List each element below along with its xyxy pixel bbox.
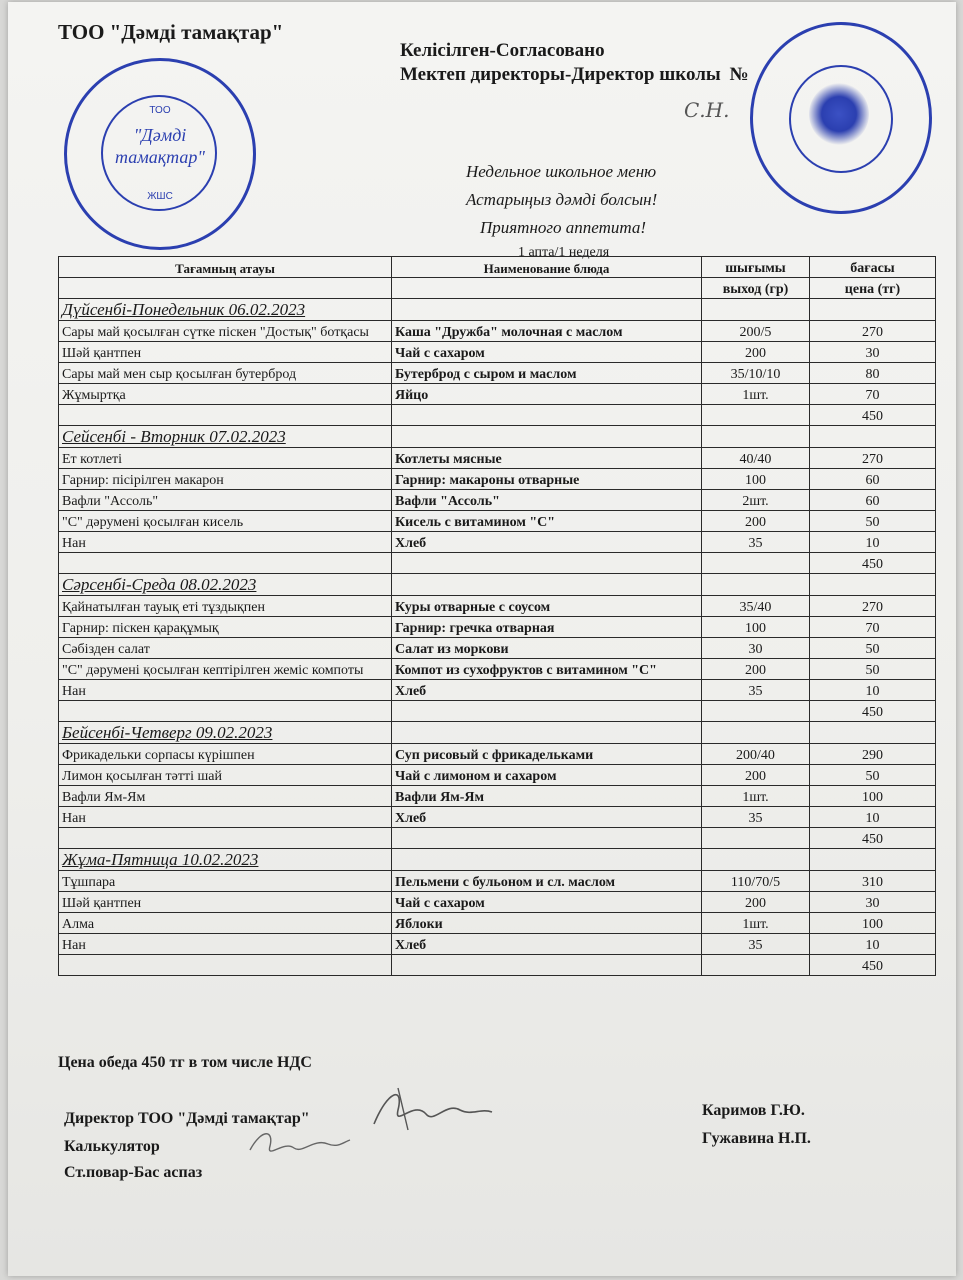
empty-cell <box>59 405 392 426</box>
day-title: Бейсенбі-Четверг 09.02.2023 <box>59 722 392 744</box>
table-row <box>59 913 936 934</box>
empty-cell <box>702 574 810 596</box>
empty-cell <box>702 955 810 976</box>
calculator-name: Гужавина Н.П. <box>702 1130 811 1147</box>
table-row <box>59 321 936 342</box>
day-total: 450 <box>810 553 936 574</box>
dish-name-kz: Нан <box>59 532 392 553</box>
table-head-row-1 <box>59 257 936 278</box>
head-yield-kz: шығымы <box>702 257 810 278</box>
empty-cell <box>392 426 702 448</box>
empty-cell <box>810 426 936 448</box>
dish-name-kz: Фрикадельки сорпасы күрішпен <box>59 744 392 765</box>
menu-table-body <box>59 257 936 976</box>
table-row <box>59 680 936 701</box>
dish-name-ru: Хлеб <box>392 807 702 828</box>
week-label: 1 апта/1 неделя <box>518 245 610 260</box>
chef-label: Ст.повар-Бас аспаз <box>64 1164 203 1181</box>
empty-cell <box>702 553 810 574</box>
director-signature: С.Н. <box>684 98 730 122</box>
table-row <box>59 871 936 892</box>
table-row <box>59 786 936 807</box>
empty-cell <box>392 828 702 849</box>
dish-name-ru: Бутерброд с сыром и маслом <box>392 363 702 384</box>
table-row <box>59 807 936 828</box>
day-header-row <box>59 849 936 871</box>
dish-price: 30 <box>810 342 936 363</box>
dish-name-ru: Гарнир: гречка отварная <box>392 617 702 638</box>
head-price-kz: бағасы <box>810 257 936 278</box>
dish-yield: 1шт. <box>702 786 810 807</box>
dish-name-kz: Сары май қосылған сүтке піскен "Достық" ботқасы <box>59 321 392 342</box>
dish-price: 50 <box>810 765 936 786</box>
dish-price: 270 <box>810 596 936 617</box>
dish-yield: 200 <box>702 765 810 786</box>
dish-yield: 100 <box>702 469 810 490</box>
dish-price: 60 <box>810 490 936 511</box>
dish-name-ru: Кисель с витамином "С" <box>392 511 702 532</box>
dish-name-kz: Нан <box>59 680 392 701</box>
empty-cell <box>392 955 702 976</box>
empty-cell <box>59 828 392 849</box>
dish-price: 10 <box>810 934 936 955</box>
day-total: 450 <box>810 405 936 426</box>
dish-name-kz: Нан <box>59 934 392 955</box>
stamp-bottom-text: ЖШС <box>147 191 173 202</box>
school-director-number: № <box>729 64 749 85</box>
day-header-row <box>59 722 936 744</box>
stamp-name-line2: тамақтар" <box>115 147 205 167</box>
dish-yield: 35/10/10 <box>702 363 810 384</box>
dish-price: 70 <box>810 384 936 405</box>
empty-cell <box>702 426 810 448</box>
empty-cell <box>810 849 936 871</box>
wish-ru: Приятного аппетита! <box>480 218 647 237</box>
dish-name-kz: Жұмыртқа <box>59 384 392 405</box>
director-name: Каримов Г.Ю. <box>702 1102 805 1119</box>
day-header-row <box>59 426 936 448</box>
dish-name-ru: Хлеб <box>392 680 702 701</box>
dish-name-ru: Пельмени с бульоном и сл. маслом <box>392 871 702 892</box>
dish-price: 100 <box>810 913 936 934</box>
menu-title: Недельное школьное меню <box>466 162 657 181</box>
dish-name-kz: Ет котлеті <box>59 448 392 469</box>
dish-yield: 30 <box>702 638 810 659</box>
dish-name-ru: Вафли Ям-Ям <box>392 786 702 807</box>
school-stamp <box>750 22 932 214</box>
approval-label: Келісілген-Согласовано <box>400 40 605 61</box>
table-row <box>59 934 936 955</box>
dish-price: 310 <box>810 871 936 892</box>
table-head-row-2 <box>59 278 936 299</box>
dish-name-kz: Нан <box>59 807 392 828</box>
table-row <box>59 744 936 765</box>
table-row <box>59 532 936 553</box>
empty-cell <box>702 701 810 722</box>
menu-table <box>58 256 936 976</box>
dish-yield: 200/5 <box>702 321 810 342</box>
state-emblem-icon <box>809 83 869 145</box>
empty-cell <box>702 405 810 426</box>
dish-yield: 200 <box>702 892 810 913</box>
dish-name-ru: Котлеты мясные <box>392 448 702 469</box>
dish-yield: 100 <box>702 617 810 638</box>
dish-name-kz: Вафли "Ассоль" <box>59 490 392 511</box>
dish-yield: 200 <box>702 342 810 363</box>
day-header-row <box>59 574 936 596</box>
dish-yield: 2шт. <box>702 490 810 511</box>
dish-yield: 200 <box>702 511 810 532</box>
empty-cell <box>810 722 936 744</box>
dish-name-kz: Тұшпара <box>59 871 392 892</box>
director-signature-scribble <box>368 1080 498 1140</box>
dish-name-ru: Чай с лимоном и сахаром <box>392 765 702 786</box>
empty-cell <box>810 574 936 596</box>
calculator-label: Калькулятор <box>64 1138 160 1155</box>
table-row <box>59 363 936 384</box>
dish-name-kz: Шәй қантпен <box>59 342 392 363</box>
dish-name-ru: Куры отварные с соусом <box>392 596 702 617</box>
table-row <box>59 342 936 363</box>
dish-name-ru: Чай с сахаром <box>392 342 702 363</box>
dish-yield: 1шт. <box>702 913 810 934</box>
head-name-ru: Наименование блюда <box>392 257 702 278</box>
stamp-top-text: ТОО <box>149 105 171 116</box>
table-row <box>59 765 936 786</box>
head-yield-ru: выход (гр) <box>702 278 810 299</box>
dish-yield: 200/40 <box>702 744 810 765</box>
dish-name-kz: Сары май мен сыр қосылған бутерброд <box>59 363 392 384</box>
dish-yield: 110/70/5 <box>702 871 810 892</box>
dish-name-ru: Вафли "Ассоль" <box>392 490 702 511</box>
empty-cell <box>392 574 702 596</box>
head-empty-cell <box>392 278 702 299</box>
empty-cell <box>392 722 702 744</box>
empty-cell <box>59 553 392 574</box>
calculator-signature-scribble <box>244 1120 354 1166</box>
table-row <box>59 596 936 617</box>
dish-price: 70 <box>810 617 936 638</box>
empty-cell <box>392 553 702 574</box>
director-label: Директор ТОО "Дәмді тамақтар" <box>64 1110 310 1127</box>
dish-price: 50 <box>810 659 936 680</box>
dish-name-kz: "С" дәрумені қосылған кептірілген жеміс компоты <box>59 659 392 680</box>
company-name: ТОО "Дәмді тамақтар" <box>58 20 284 44</box>
day-header-row <box>59 299 936 321</box>
dish-price: 30 <box>810 892 936 913</box>
menu-document <box>8 2 956 1276</box>
dish-yield: 35/40 <box>702 596 810 617</box>
dish-price: 270 <box>810 448 936 469</box>
dish-price: 10 <box>810 807 936 828</box>
empty-cell <box>702 722 810 744</box>
table-row <box>59 490 936 511</box>
dish-yield: 200 <box>702 659 810 680</box>
dish-yield: 35 <box>702 532 810 553</box>
day-title: Сәрсенбі-Среда 08.02.2023 <box>59 574 392 596</box>
empty-cell <box>392 405 702 426</box>
dish-name-ru: Компот из сухофруктов с витамином "С" <box>392 659 702 680</box>
table-row <box>59 892 936 913</box>
school-director-text: Мектеп директоры-Директор школы <box>400 64 721 85</box>
day-total: 450 <box>810 701 936 722</box>
dish-name-ru: Хлеб <box>392 934 702 955</box>
day-total: 450 <box>810 955 936 976</box>
stamp-name-line1: "Дәмді <box>133 125 187 145</box>
table-row <box>59 638 936 659</box>
dish-name-kz: Вафли Ям-Ям <box>59 786 392 807</box>
dish-name-kz: Сәбізден салат <box>59 638 392 659</box>
dish-name-kz: Лимон қосылған тәтті шай <box>59 765 392 786</box>
empty-cell <box>392 299 702 321</box>
table-row <box>59 511 936 532</box>
table-row <box>59 659 936 680</box>
dish-name-ru: Гарнир: макароны отварные <box>392 469 702 490</box>
dish-name-ru: Яблоки <box>392 913 702 934</box>
empty-cell <box>392 849 702 871</box>
dish-price: 60 <box>810 469 936 490</box>
dish-name-ru: Хлеб <box>392 532 702 553</box>
head-price-ru: цена (тг) <box>810 278 936 299</box>
table-row <box>59 617 936 638</box>
empty-cell <box>59 701 392 722</box>
day-total-row <box>59 828 936 849</box>
day-total-row <box>59 701 936 722</box>
dish-price: 10 <box>810 532 936 553</box>
dish-name-kz: Гарнир: піскен қарақұмық <box>59 617 392 638</box>
table-row <box>59 384 936 405</box>
dish-price: 80 <box>810 363 936 384</box>
empty-cell <box>59 955 392 976</box>
dish-name-kz: Алма <box>59 913 392 934</box>
dish-name-kz: "С" дәрумені қосылған кисель <box>59 511 392 532</box>
dish-yield: 35 <box>702 934 810 955</box>
dish-name-ru: Суп рисовый с фрикадельками <box>392 744 702 765</box>
day-total-row <box>59 553 936 574</box>
dish-name-kz: Қайнатылған тауық еті тұздықпен <box>59 596 392 617</box>
dish-price: 50 <box>810 511 936 532</box>
empty-cell <box>810 299 936 321</box>
dish-name-kz: Гарнир: пісірілген макарон <box>59 469 392 490</box>
dish-name-ru: Салат из моркови <box>392 638 702 659</box>
dish-yield: 40/40 <box>702 448 810 469</box>
dish-name-ru: Каша "Дружба" молочная с маслом <box>392 321 702 342</box>
price-note: Цена обеда 450 тг в том числе НДС <box>58 1054 312 1071</box>
dish-yield: 35 <box>702 807 810 828</box>
day-title: Дүйсенбі-Понедельник 06.02.2023 <box>59 299 392 321</box>
dish-name-ru: Яйцо <box>392 384 702 405</box>
dish-name-ru: Чай с сахаром <box>392 892 702 913</box>
day-title: Сейсенбі - Вторник 07.02.2023 <box>59 426 392 448</box>
company-stamp <box>64 58 256 250</box>
table-row <box>59 448 936 469</box>
dish-yield: 35 <box>702 680 810 701</box>
school-director-line <box>400 64 753 86</box>
day-total-row <box>59 405 936 426</box>
day-total-row <box>59 955 936 976</box>
dish-price: 50 <box>810 638 936 659</box>
day-total: 450 <box>810 828 936 849</box>
head-name-kz: Тағамның атауы <box>59 257 392 278</box>
empty-cell <box>702 299 810 321</box>
dish-price: 10 <box>810 680 936 701</box>
empty-cell <box>392 701 702 722</box>
dish-name-kz: Шәй қантпен <box>59 892 392 913</box>
wish-kz: Астарыңыз дәмді болсын! <box>466 190 658 209</box>
dish-price: 100 <box>810 786 936 807</box>
empty-cell <box>702 849 810 871</box>
table-row <box>59 469 936 490</box>
head-empty-cell <box>59 278 392 299</box>
day-title: Жұма-Пятница 10.02.2023 <box>59 849 392 871</box>
dish-yield: 1шт. <box>702 384 810 405</box>
dish-price: 290 <box>810 744 936 765</box>
empty-cell <box>702 828 810 849</box>
dish-price: 270 <box>810 321 936 342</box>
